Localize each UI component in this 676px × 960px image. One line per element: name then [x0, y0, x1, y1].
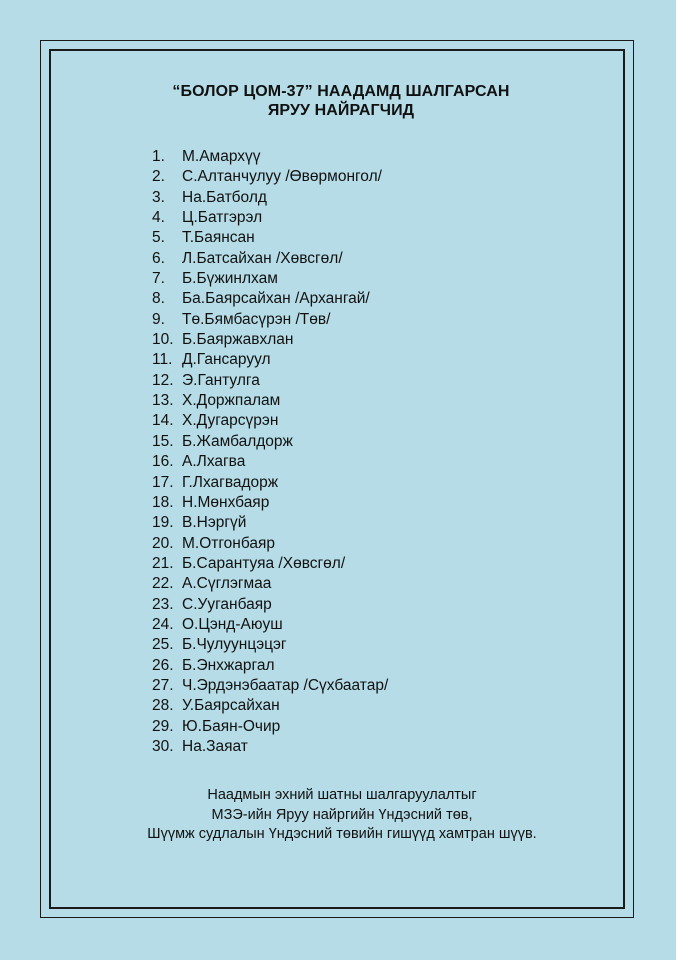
poet-list [152, 147, 388, 757]
list-item-number: 20. [152, 534, 174, 552]
list-item [152, 188, 388, 208]
list-item-number: 24. [152, 615, 174, 633]
list-item-number: 11. [152, 351, 173, 369]
list-item-name: Х.Доржпалам [182, 392, 281, 410]
list-item [152, 371, 388, 391]
list-item-number: 29. [152, 717, 174, 735]
list-item [152, 452, 388, 472]
list-item-number: 30. [152, 737, 174, 755]
list-item [152, 330, 388, 350]
list-item [152, 167, 388, 187]
list-item [152, 676, 388, 696]
list-item-name: Д.Гансаруул [182, 351, 271, 369]
list-item [152, 717, 388, 737]
list-item-number: 28. [152, 697, 174, 715]
list-item [152, 269, 388, 289]
list-item-name: Т.Баянсан [182, 229, 255, 247]
list-item [152, 534, 388, 554]
list-item [152, 656, 388, 676]
list-item-name: Л.Батсайхан /Хөвсгөл/ [182, 249, 343, 267]
list-item-name: Ц.Батгэрэл [182, 209, 263, 227]
list-item-number: 26. [152, 656, 174, 674]
list-item-number: 9. [152, 310, 165, 328]
list-item-number: 19. [152, 514, 174, 532]
list-item [152, 208, 388, 228]
list-item [152, 473, 388, 493]
list-item-name: Ба.Баярсайхан /Архангай/ [182, 290, 370, 308]
list-item-name: Ч.Эрдэнэбаатар /Сүхбаатар/ [182, 676, 389, 694]
document-title [49, 82, 625, 120]
list-item-name: Тө.Бямбасүрэн /Төв/ [182, 310, 331, 328]
list-item [152, 595, 388, 615]
list-item [152, 432, 388, 452]
list-item-number: 14. [152, 412, 174, 430]
list-item-name: С.Ууганбаяр [182, 595, 272, 613]
list-item [152, 391, 388, 411]
list-item [152, 513, 388, 533]
list-item-number: 3. [152, 188, 165, 206]
list-item [152, 493, 388, 513]
title-line-2: ЯРУУ НАЙРАГЧИД [267, 102, 415, 119]
list-item-name: О.Цэнд-Аюуш [182, 615, 283, 633]
list-item [152, 350, 388, 370]
list-item-name: Ю.Баян-Очир [182, 717, 281, 735]
list-item-name: Б.Жамбалдорж [182, 432, 293, 450]
list-item-name: На.Заяат [182, 737, 248, 755]
list-item [152, 615, 388, 635]
list-item-name: С.Алтанчулуу /Өвөрмонгол/ [182, 168, 382, 186]
list-item-name: Б.Бүжинлхам [182, 270, 278, 288]
list-item [152, 574, 388, 594]
list-item [152, 696, 388, 716]
list-item [152, 411, 388, 431]
list-item-name: М.Отгонбаяр [182, 534, 276, 552]
list-item-number: 7. [152, 270, 165, 288]
list-item [152, 249, 388, 269]
list-item-number: 17. [152, 473, 174, 491]
list-item [152, 310, 388, 330]
footer-line-1: Наадмын эхний шатны шалгаруулалтыг [207, 787, 477, 803]
list-item-number: 16. [152, 453, 174, 471]
list-item [152, 554, 388, 574]
list-item [152, 228, 388, 248]
list-item-number: 22. [152, 575, 174, 593]
list-item-name: На.Батболд [182, 188, 267, 206]
list-item-number: 10. [152, 331, 174, 349]
list-item-number: 5. [152, 229, 165, 247]
list-item-name: А.Сүглэгмаа [182, 575, 272, 593]
list-item-number: 6. [152, 249, 165, 267]
list-item-number: 2. [152, 168, 165, 186]
title-line-1: “БОЛОР ЦОМ-37” НААДАМД ШАЛГАРСАН [172, 83, 510, 100]
list-item-number: 1. [152, 148, 165, 165]
list-item-name: Б.Баяржавхлан [182, 331, 294, 349]
list-item-name: Э.Гантулга [182, 371, 260, 389]
footer-note [49, 786, 625, 845]
list-item-number: 4. [152, 209, 165, 227]
list-item-name: Х.Дугарсүрэн [182, 412, 279, 430]
list-item-number: 21. [152, 554, 174, 572]
list-item-name: Б.Сарантуяа /Хөвсгөл/ [182, 554, 346, 572]
list-item-name: А.Лхагва [182, 453, 246, 471]
list-item-number: 25. [152, 636, 174, 654]
list-item-number: 18. [152, 493, 174, 511]
list-item-number: 27. [152, 676, 174, 694]
list-item [152, 289, 388, 309]
list-item [152, 635, 388, 655]
list-item [152, 737, 388, 757]
list-item-number: 12. [152, 371, 174, 389]
list-item-name: У.Баярсайхан [182, 697, 280, 715]
footer-line-3: Шүүмж судлалын Үндэсний төвийн гишүүд хамтран шүүв. [147, 826, 537, 842]
list-item-name: Б.Энхжаргал [182, 656, 275, 674]
list-item-number: 8. [152, 290, 165, 308]
list-item-number: 15. [152, 432, 174, 450]
list-item [152, 147, 388, 167]
list-item-name: Н.Мөнхбаяр [182, 493, 270, 511]
list-item-name: М.Амархүү [182, 148, 261, 165]
list-item-number: 23. [152, 595, 174, 613]
list-item-name: В.Нэргүй [182, 514, 247, 532]
list-item-name: Б.Чулуунцэцэг [182, 636, 287, 654]
list-item-name: Г.Лхагвадорж [182, 473, 279, 491]
footer-line-2: МЗЭ-ийн Яруу найргийн Үндэсний төв, [211, 806, 473, 823]
list-item-number: 13. [152, 392, 174, 410]
